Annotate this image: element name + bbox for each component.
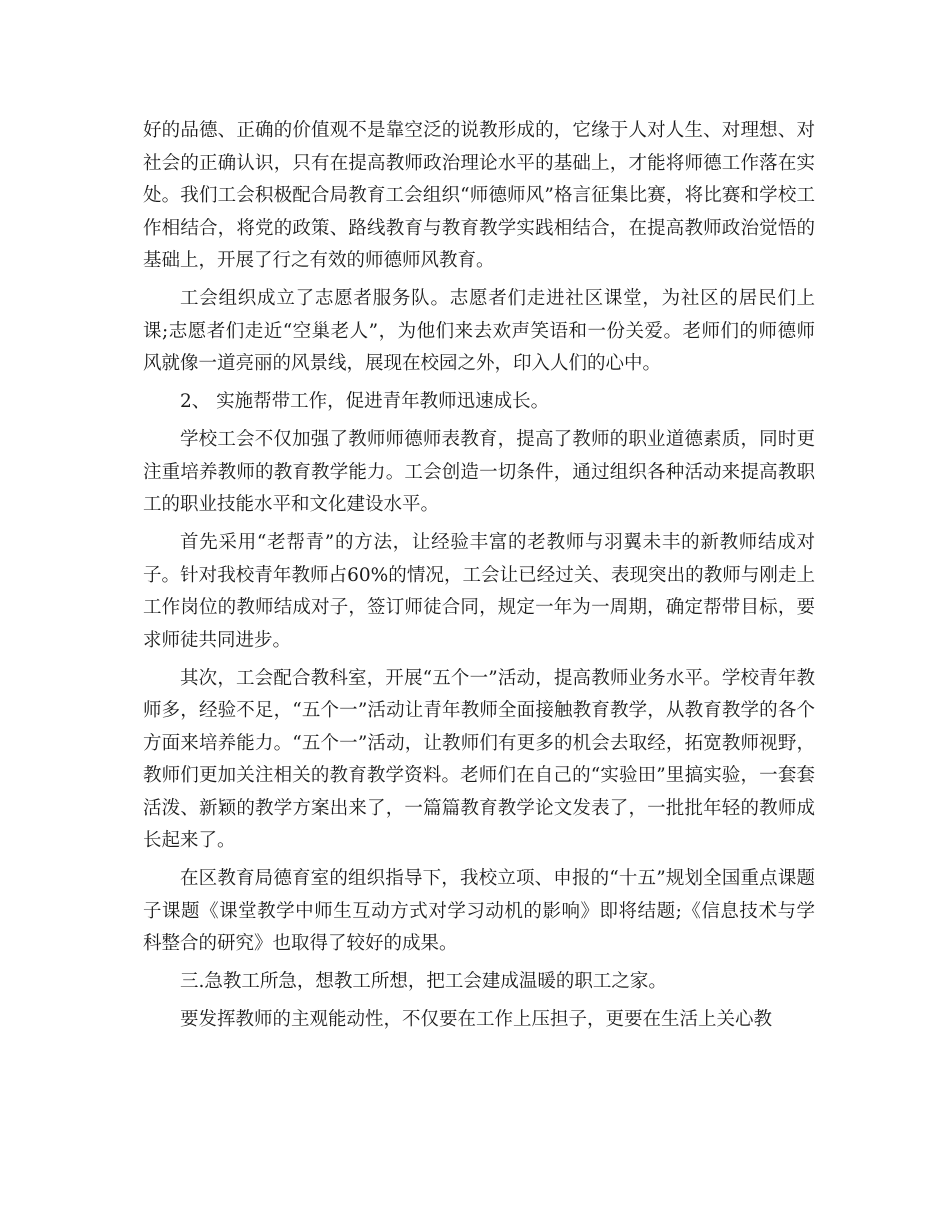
section-heading-staff-home: 三.急教工所急，想教工所想，把工会建成温暖的职工之家。 [180, 971, 667, 992]
section-heading-mentoring: 2、 实施帮带工作，促进青年教师迅速成长。 [180, 391, 550, 412]
paragraph-five-ones-activity: 其次，工会配合教科室，开展“五个一”活动，提高教师业务水平。学校青年教师多，经验不足，“五个一”活动让青年教师全面接触教育教学，从教育教学的各个方面来培养能力。“五个一”活动，让教师们有更多的机会去取经，拓宽教师视野，教师们更加关注相关的教育教学资料。老师们在自己的“实验田”里搞实验，一套套活泼、新颖的教学方案出来了，一篇篇教育教学论文发表了，一批批年轻的教师成长起来了。 [143, 667, 815, 851]
document-body [143, 115, 815, 1042]
paragraph-volunteer-team: 工会组织成立了志愿者服务队。志愿者们走进社区课堂，为社区的居民们上课;志愿者们走近“空巢老人”，为他们来去欢声笑语和一份关爱。老师们的师德师风就像一道亮丽的风景线，展现在校园之外，印入人们的心中。 [143, 288, 815, 374]
paragraph-moral-values: 好的品德、正确的价值观不是靠空泛的说教形成的，它缘于人对人生、对理想、对社会的正确认识，只有在提高教师政治理论水平的基础上，才能将师德工作落在实处。我们工会积极配合局教育工会组织“师德师风”格言征集比赛，将比赛和学校工作相结合，将党的政策、路线教育与教育教学实践相结合，在提高教师政治觉悟的基础上，开展了行之有效的师德师风教育。 [143, 120, 815, 271]
paragraph-old-helps-young: 首先采用“老帮青”的方法，让经验丰富的老教师与羽翼未丰的新教师结成对子。针对我校青年教师占60%的情况，工会让已经过关、表现突出的教师与刚走上工作岗位的教师结成对子，签订师徒合同，规定一年为一周期，确定帮带目标，要求师徒共同进步。 [143, 532, 815, 651]
paragraph-research-projects: 在区教育局德育室的组织指导下，我校立项、申报的“十五”规划全国重点课题子课题《课堂教学中师生互动方式对学习动机的影响》即将结题;《信息技术与学科整合的研究》也取得了较好的成果。 [143, 868, 815, 954]
paragraph-teacher-ability: 学校工会不仅加强了教师师德师表教育，提高了教师的职业道德素质，同时更注重培养教师的教育教学能力。工会创造一切条件，通过组织各种活动来提高教职工的职业技能水平和文化建设水平。 [143, 429, 815, 515]
paragraph-teacher-initiative: 要发挥教师的主观能动性，不仅要在工作上压担子，更要在生活上关心教 [180, 1009, 773, 1030]
